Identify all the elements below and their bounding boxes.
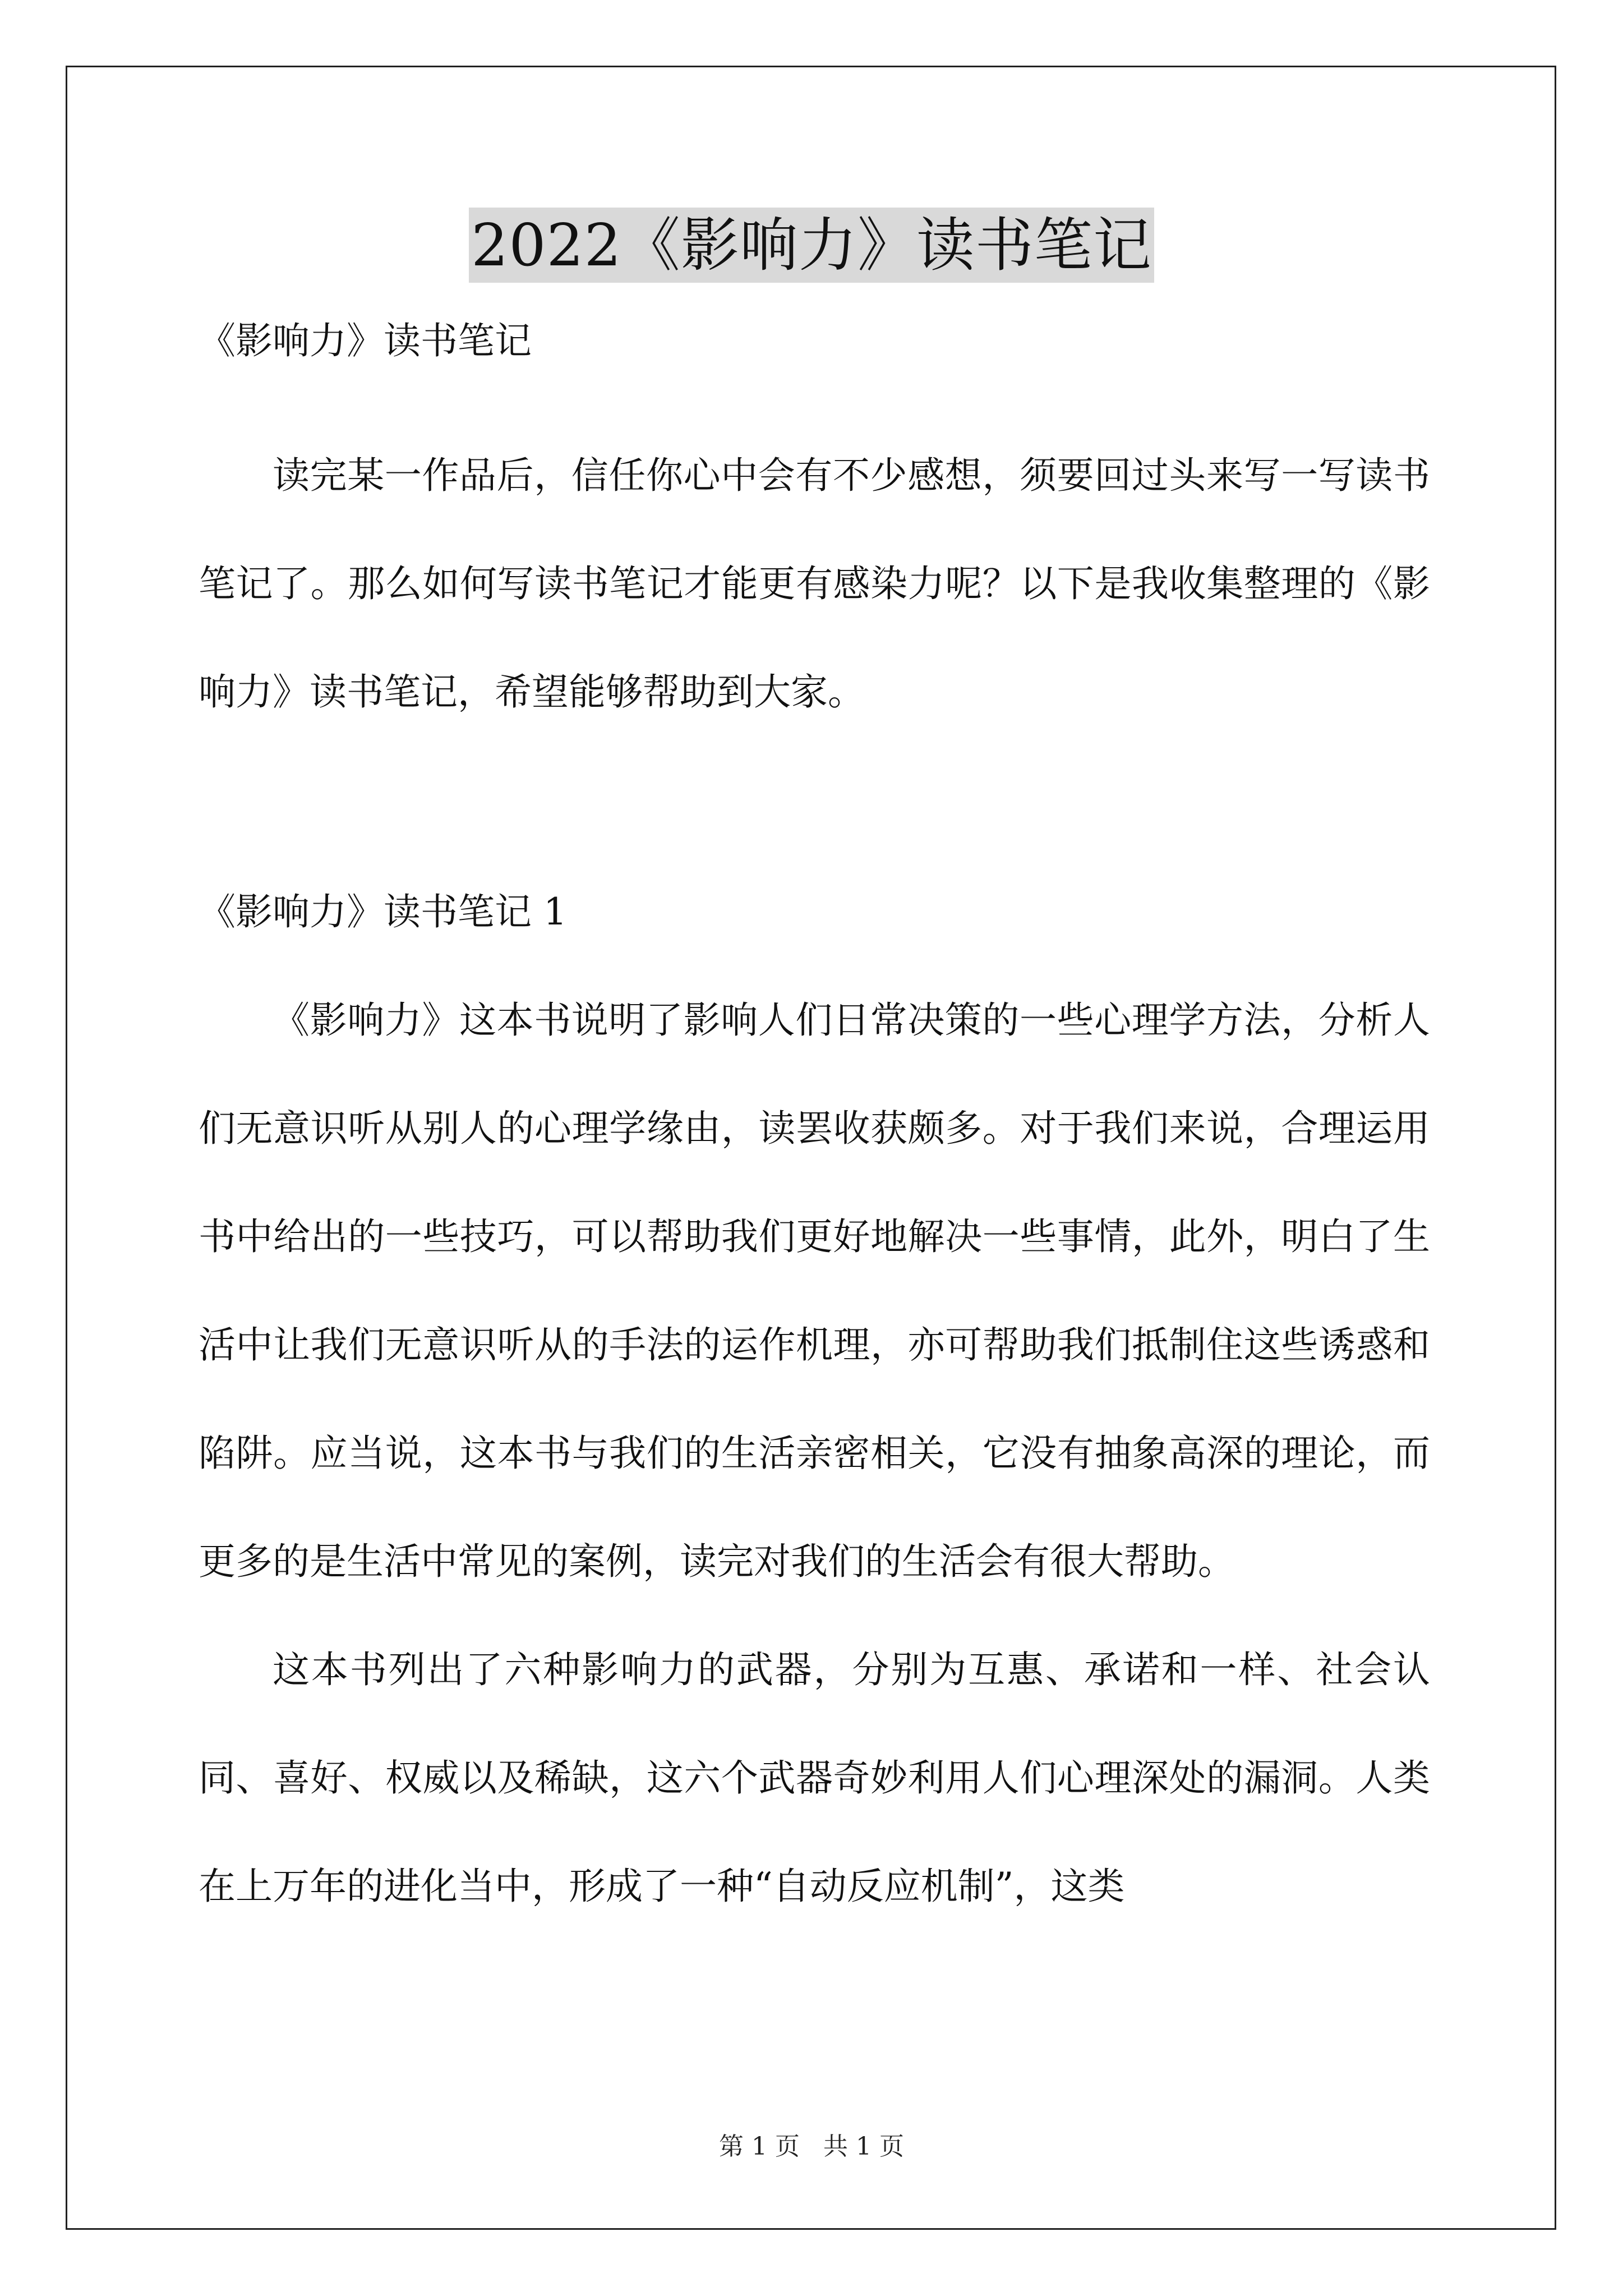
section-heading: 《影响力》读书笔记 1 [199, 890, 567, 933]
document-title: 2022《影响力》读书笔记 [469, 208, 1154, 283]
section-paragraph-1: 《影响力》这本书说明了影响人们日常决策的一些心理学方法，分析人们无意识听从别人的心理学缘由，读罢收获颇多。对于我们来说，合理运用书中给出的一些技巧，可以帮助我们更好地解决一些事情，此外，明白了生活中让我们无意识听从的手法的运作机理，亦可帮助我们抵制住这些诱惑和陷阱。应当说，这本书与我们的生活亲密相关，它没有抽象高深的理论，而更多的是生活中常见的案例，读完对我们的生活会有很大帮助。 [199, 999, 1430, 1583]
intro-paragraph-block [199, 421, 1430, 746]
section-paragraph-block [199, 966, 1430, 1940]
subtitle: 《影响力》读书笔记 [199, 319, 532, 362]
title-container [0, 208, 1623, 283]
intro-paragraph: 读完某一作品后，信任你心中会有不少感想，须要回过头来写一写读书笔记了。那么如何写读书笔记才能更有感染力呢？以下是我收集整理的《影响力》读书笔记，希望能够帮助到大家。 [199, 454, 1430, 714]
section-paragraph-2: 这本书列出了六种影响力的武器，分别为互惠、承诺和一样、社会认同、喜好、权威以及稀缺，这六个武器奇妙利用人们心理深处的漏洞。人类在上万年的进化当中，形成了一种“自动反应机制”，这类 [199, 1648, 1430, 1908]
page-number: 第 1 页 共 1 页 [719, 2132, 904, 2161]
document-body [199, 313, 1430, 1940]
page-footer [0, 2131, 1623, 2162]
